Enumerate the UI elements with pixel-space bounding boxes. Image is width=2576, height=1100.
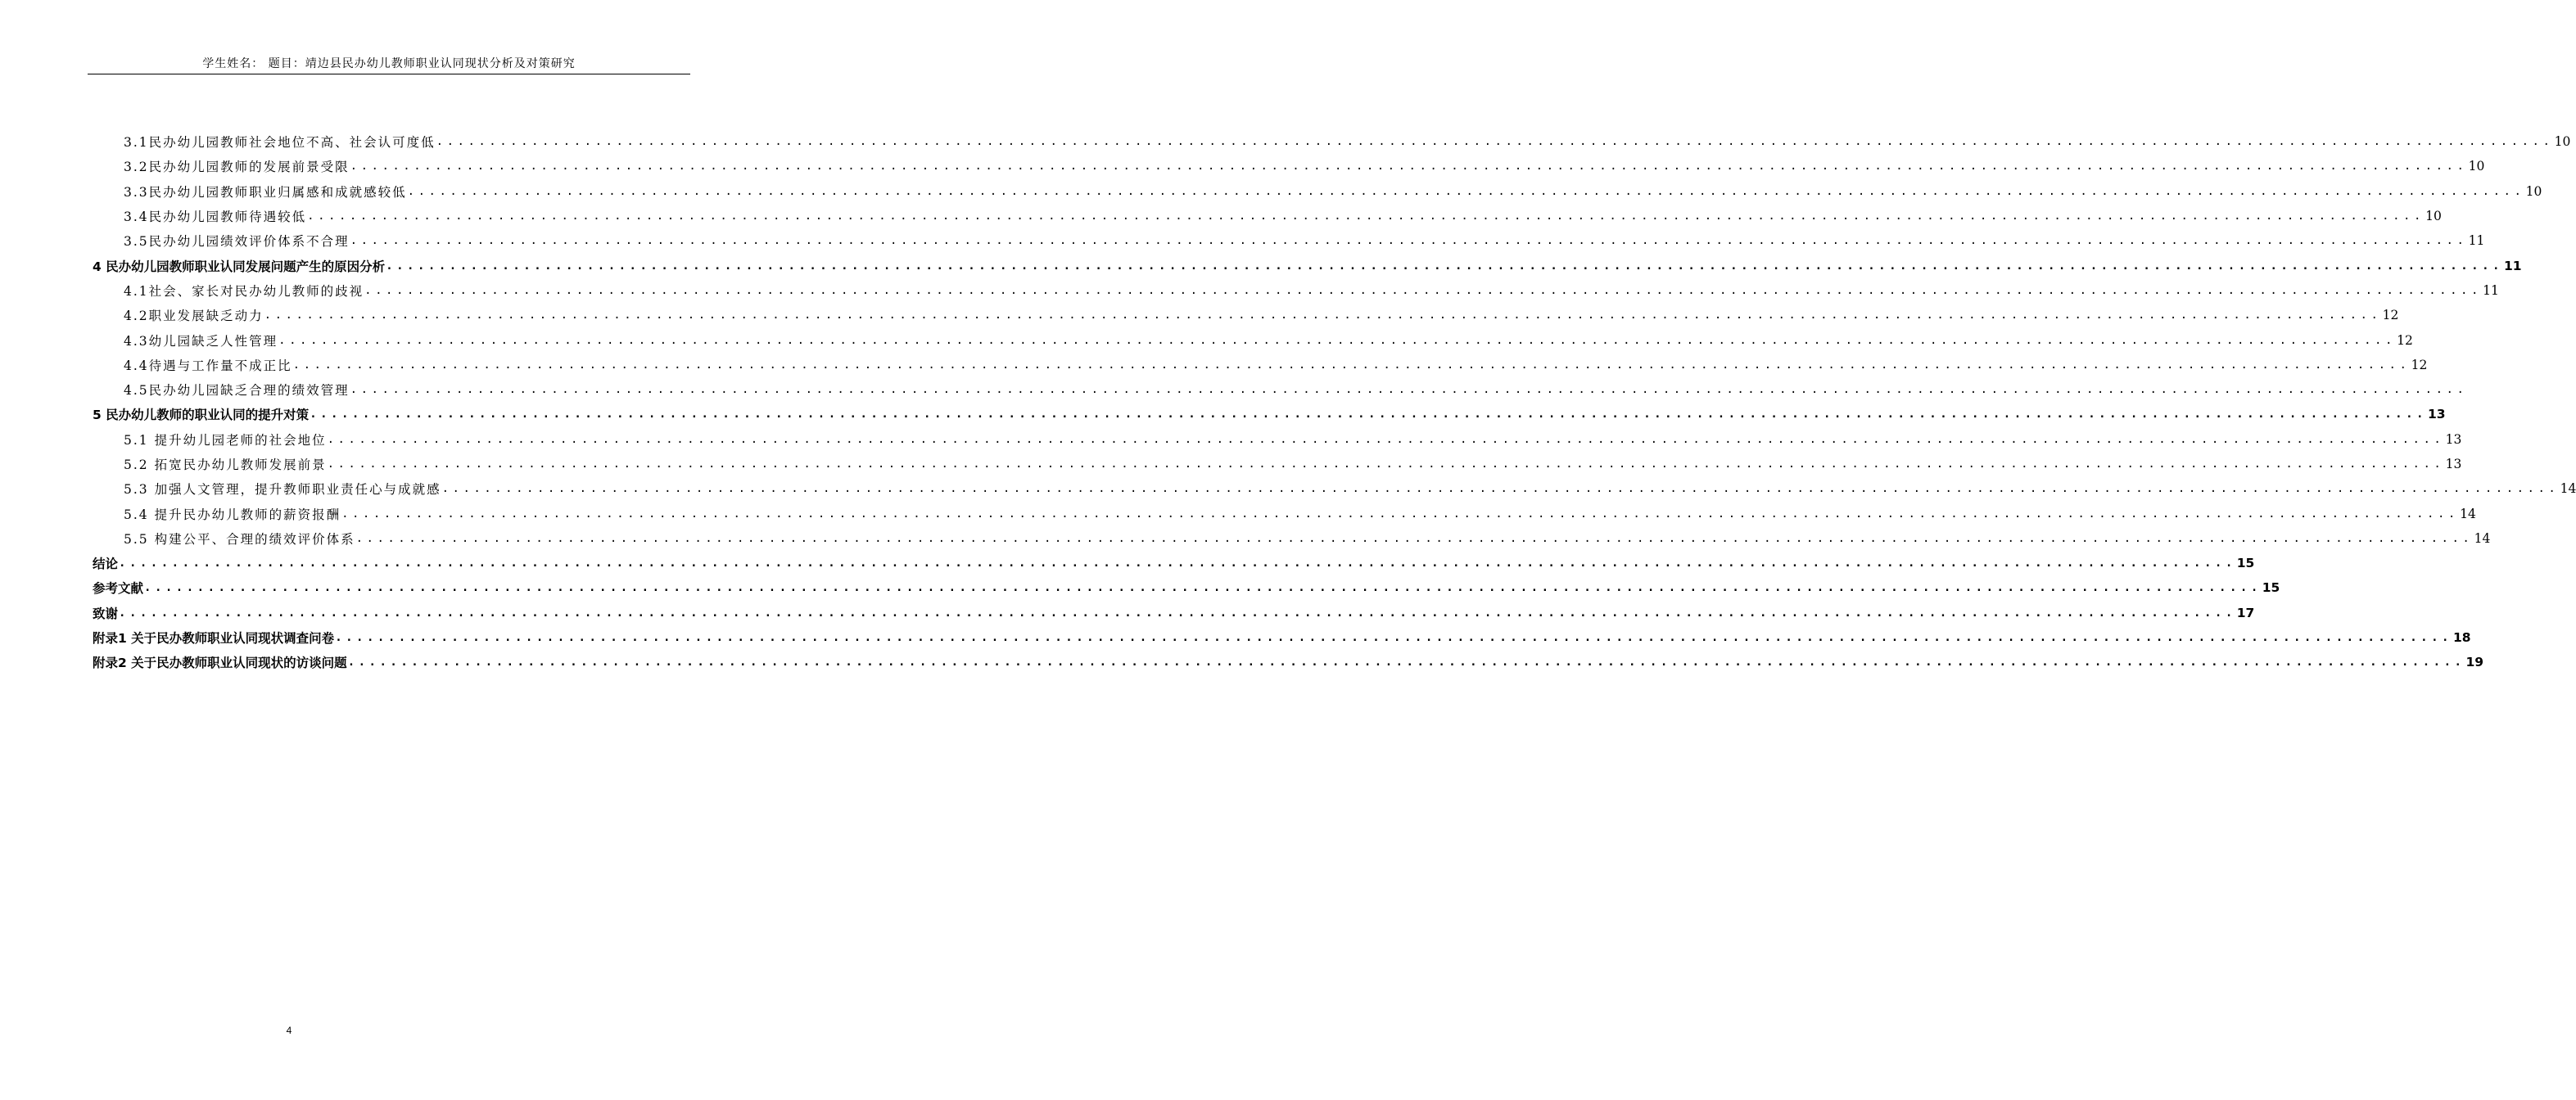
toc-section-entry[interactable] — [93, 303, 2399, 327]
toc-entry-title: 参考文献 — [93, 581, 144, 597]
toc-chapter-entry[interactable] — [93, 625, 2471, 650]
toc-chapter-entry[interactable] — [93, 601, 2255, 625]
toc-entry-title: 4.3幼儿园缺乏人性管理 — [124, 333, 278, 349]
toc-section-entry[interactable] — [93, 129, 2571, 154]
toc-entry-page-number: 14 — [2560, 481, 2576, 497]
toc-entry-title: 5 民办幼儿教师的职业认同的提升对策 — [93, 408, 310, 423]
toc-entry-title: 致谢 — [93, 606, 119, 621]
toc-entry-title: 5.2 拓宽民办幼儿教师发展前景 — [124, 458, 327, 472]
toc-dot-leader: ........................................................................................................................................................................................................ — [436, 135, 2554, 149]
toc-section-entry[interactable] — [93, 204, 2442, 228]
toc-dot-leader: ........................................................................................................................................................................................................ — [119, 557, 2236, 570]
toc-dot-leader: ........................................................................................................................................................................................................ — [292, 358, 2411, 372]
toc-entry-page-number: 13 — [2445, 431, 2462, 447]
toc-section-entry[interactable] — [93, 278, 2499, 303]
toc-entry-page-number: 17 — [2236, 605, 2255, 620]
table-of-contents — [93, 129, 2576, 675]
toc-chapter-entry[interactable] — [93, 402, 2446, 426]
toc-dot-leader: ........................................................................................................................................................................................................ — [347, 656, 2465, 669]
toc-dot-leader: ........................................................................................................................................................................................................ — [327, 432, 2445, 446]
toc-entry-title: 4.4待遇与工作量不成正比 — [124, 358, 292, 373]
toc-dot-leader: ........................................................................................................................................................................................................ — [386, 259, 2503, 273]
toc-chapter-entry[interactable] — [93, 253, 2522, 277]
toc-dot-leader: ........................................................................................................................................................................................................ — [310, 408, 2427, 422]
toc-dot-leader: ........................................................................................................................................................................................................ — [335, 631, 2452, 645]
toc-entry-page-number: 19 — [2465, 655, 2484, 670]
toc-entry-page-number: 11 — [2468, 233, 2485, 249]
toc-entry-title: 3.1民办幼儿园教师社会地位不高、社会认可度低 — [124, 135, 436, 151]
toc-dot-leader: ........................................................................................................................................................................................................ — [350, 383, 2468, 397]
toc-entry-page-number: 14 — [2460, 506, 2476, 521]
toc-dot-leader: ........................................................................................................................................................................................................ — [307, 210, 2425, 223]
toc-entry-page-number: 18 — [2452, 630, 2471, 646]
toc-chapter-entry[interactable] — [93, 650, 2484, 674]
toc-entry-page-number: 10 — [2554, 134, 2571, 150]
toc-dot-leader: ........................................................................................................................................................................................................ — [264, 309, 2382, 322]
page-header: 学生姓名： 题目：靖边县民办幼儿教师职业认同现状分析及对策研究 — [202, 57, 576, 70]
toc-entry-page-number: 12 — [2397, 332, 2413, 348]
toc-entry-page-number: 15 — [2236, 556, 2255, 571]
toc-entry-title: 5.5 构建公平、合理的绩效评价体系 — [124, 531, 355, 547]
toc-section-entry[interactable] — [93, 228, 2485, 253]
toc-entry-page-number: 12 — [2382, 308, 2399, 323]
toc-entry-page-number: 11 — [2503, 258, 2522, 273]
toc-entry-title: 3.3民办幼儿园教师职业归属感和成就感较低 — [124, 184, 407, 200]
toc-dot-leader: ........................................................................................................................................................................................................ — [341, 507, 2459, 521]
toc-entry-title: 3.5民办幼儿园绩效评价体系不合理 — [124, 234, 350, 250]
toc-chapter-entry[interactable] — [93, 575, 2280, 600]
toc-entry-page-number: 15 — [2262, 580, 2280, 596]
toc-entry-title: 5.1 提升幼儿园老师的社会地位 — [124, 432, 327, 448]
toc-entry-title: 5.4 提升民办幼儿教师的薪资报酬 — [124, 507, 341, 522]
toc-entry-title: 附录2 关于民办教师职业认同现状的访谈问题 — [93, 656, 347, 671]
toc-section-entry[interactable] — [93, 526, 2491, 551]
toc-entry-title: 4 民办幼儿园教师职业认同发展问题产生的原因分析 — [93, 259, 386, 274]
toc-section-entry[interactable] — [93, 353, 2428, 377]
toc-entry-title: 3.4民办幼儿园教师待遇较低 — [124, 210, 307, 225]
toc-section-entry[interactable] — [93, 179, 2542, 204]
toc-entry-title: 5.3 加强人文管理，提升教师职业责任心与成就感 — [124, 482, 441, 498]
toc-chapter-entry[interactable] — [93, 551, 2255, 575]
toc-dot-leader: ........................................................................................................................................................................................................ — [355, 531, 2474, 545]
toc-entry-title: 3.2民办幼儿园教师的发展前景受限 — [124, 160, 350, 175]
toc-section-entry[interactable] — [93, 452, 2462, 476]
toc-dot-leader: ........................................................................................................................................................................................................ — [407, 184, 2525, 198]
toc-entry-title: 4.5民办幼儿园缺乏合理的绩效管理 — [124, 383, 350, 399]
toc-dot-leader: ........................................................................................................................................................................................................ — [119, 606, 2236, 620]
toc-entry-page-number: 10 — [2468, 159, 2485, 174]
toc-entry-title: 附录1 关于民办教师职业认同现状调查问卷 — [93, 631, 335, 647]
toc-entry-page-number: 11 — [2483, 282, 2499, 298]
toc-section-entry[interactable] — [93, 476, 2576, 501]
toc-dot-leader: ........................................................................................................................................................................................................ — [350, 234, 2468, 248]
toc-dot-leader: ........................................................................................................................................................................................................ — [278, 333, 2396, 347]
toc-entry-title: 4.2职业发展缺乏动力 — [124, 309, 264, 324]
toc-entry-page-number: 10 — [2525, 183, 2542, 199]
toc-entry-title: 结论 — [93, 557, 119, 572]
toc-section-entry[interactable] — [93, 377, 2468, 402]
toc-entry-page-number: 12 — [2411, 357, 2428, 372]
toc-entry-page-number: 13 — [2427, 407, 2446, 422]
toc-dot-leader: ........................................................................................................................................................................................................ — [327, 458, 2445, 471]
toc-dot-leader: ........................................................................................................................................................................................................ — [441, 482, 2560, 496]
toc-entry-title: 4.1社会、家长对民办幼儿教师的歧视 — [124, 283, 364, 299]
toc-dot-leader: ........................................................................................................................................................................................................ — [364, 283, 2482, 297]
toc-entry-page-number: 13 — [2445, 457, 2462, 471]
toc-dot-leader: ........................................................................................................................................................................................................ — [144, 581, 2262, 595]
toc-section-entry[interactable] — [93, 327, 2413, 352]
toc-section-entry[interactable] — [93, 427, 2462, 452]
toc-dot-leader: ........................................................................................................................................................................................................ — [350, 160, 2468, 174]
toc-entry-page-number: 10 — [2425, 209, 2442, 224]
toc-section-entry[interactable] — [93, 501, 2476, 525]
page-number: 4 — [286, 1025, 292, 1036]
toc-entry-page-number: 14 — [2474, 530, 2491, 546]
toc-section-entry[interactable] — [93, 154, 2485, 178]
